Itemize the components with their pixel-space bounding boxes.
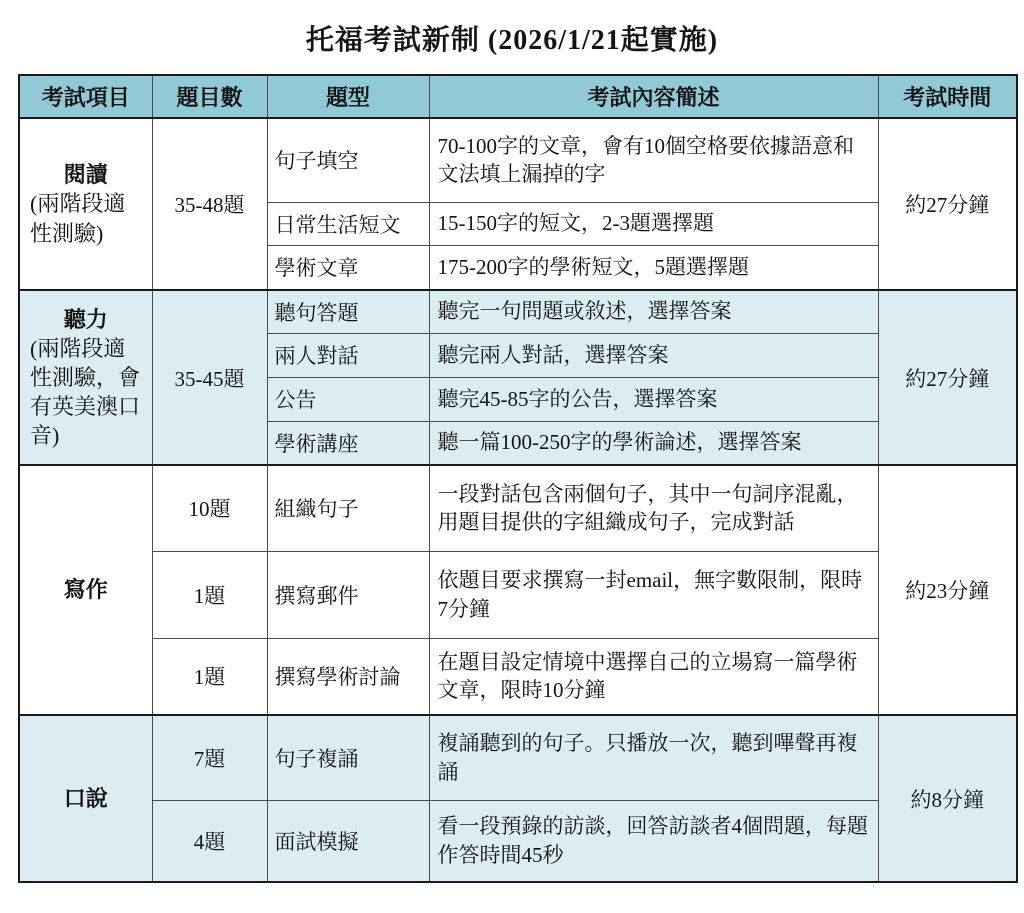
section-title-writing: 寫作	[63, 577, 108, 603]
time-cell: 約23分鐘	[878, 465, 1017, 715]
time-cell: 約8分鐘	[878, 715, 1017, 882]
description-cell: 聽完一句問題或敘述，選擇答案	[429, 290, 878, 333]
table-row	[19, 118, 1017, 202]
type-cell: 撰寫學術討論	[267, 638, 429, 715]
section-cell-speaking	[19, 715, 152, 882]
question-count-cell: 4題	[152, 800, 267, 882]
type-cell: 學術講座	[267, 421, 429, 465]
description-cell: 依題目要求撰寫一封email，無字數限制，限時7分鐘	[429, 551, 878, 638]
type-cell: 公告	[267, 377, 429, 421]
question-count-cell: 1題	[152, 551, 267, 638]
description-cell: 70-100字的文章，會有10個空格要依據語意和文法填上漏掉的字	[429, 118, 878, 202]
description-cell: 聽一篇100-250字的學術論述，選擇答案	[429, 421, 878, 465]
type-cell: 面試模擬	[267, 800, 429, 882]
table-row	[19, 551, 1017, 638]
description-cell: 在題目設定情境中選擇自己的立場寫一篇學術文章，限時10分鐘	[429, 638, 878, 715]
type-cell: 兩人對話	[267, 333, 429, 377]
description-cell: 聽完兩人對話，選擇答案	[429, 333, 878, 377]
section-title-reading: 閱讀	[63, 162, 108, 188]
type-cell: 學術文章	[267, 245, 429, 290]
question-count-cell: 35-48題	[152, 118, 267, 290]
section-cell-reading	[19, 118, 152, 290]
question-count-cell: 1題	[152, 638, 267, 715]
type-cell: 句子填空	[267, 118, 429, 202]
description-cell: 聽完45-85字的公告，選擇答案	[429, 377, 878, 421]
table-row	[19, 638, 1017, 715]
section-title-listening: 聽力	[63, 306, 108, 332]
column-header-exam-time: 考試時間	[878, 75, 1017, 118]
section-subtitle-reading: (兩階段適性測驗)	[30, 191, 126, 246]
time-cell: 約27分鐘	[878, 118, 1017, 290]
table-row	[19, 465, 1017, 551]
description-cell: 15-150字的短文，2-3題選擇題	[429, 202, 878, 245]
column-header-exam-item: 考試項目	[19, 75, 152, 118]
type-cell: 聽句答題	[267, 290, 429, 333]
question-count-cell: 10題	[152, 465, 267, 551]
description-cell: 175-200字的學術短文，5題選擇題	[429, 245, 878, 290]
section-title-speaking: 口說	[63, 785, 108, 811]
column-header-question-count: 題目數	[152, 75, 267, 118]
description-cell: 複誦聽到的句子。只播放一次，聽到嗶聲再複誦	[429, 715, 878, 800]
type-cell: 日常生活短文	[267, 202, 429, 245]
header-row	[19, 75, 1017, 118]
type-cell: 撰寫郵件	[267, 551, 429, 638]
table-row	[19, 290, 1017, 333]
exam-format-table	[18, 74, 1018, 883]
question-count-cell: 7題	[152, 715, 267, 800]
page-title: 托福考試新制 (2026/1/21起實施)	[305, 25, 719, 56]
table-row	[19, 715, 1017, 800]
type-cell: 句子複誦	[267, 715, 429, 800]
column-header-content-summary: 考試內容簡述	[429, 75, 878, 118]
description-cell: 一段對話包含兩個句子，其中一句詞序混亂，用題目提供的字組織成句子，完成對話	[429, 465, 878, 551]
type-cell: 組織句子	[267, 465, 429, 551]
section-subtitle-listening: (兩階段適性測驗，會有英美澳口音)	[30, 335, 141, 449]
section-cell-listening	[19, 290, 152, 465]
time-cell: 約27分鐘	[878, 290, 1017, 465]
column-header-question-type: 題型	[267, 75, 429, 118]
question-count-cell: 35-45題	[152, 290, 267, 465]
description-cell: 看一段預錄的訪談，回答訪談者4個問題，每題作答時間45秒	[429, 800, 878, 882]
section-cell-writing	[19, 465, 152, 715]
table-row	[19, 800, 1017, 882]
